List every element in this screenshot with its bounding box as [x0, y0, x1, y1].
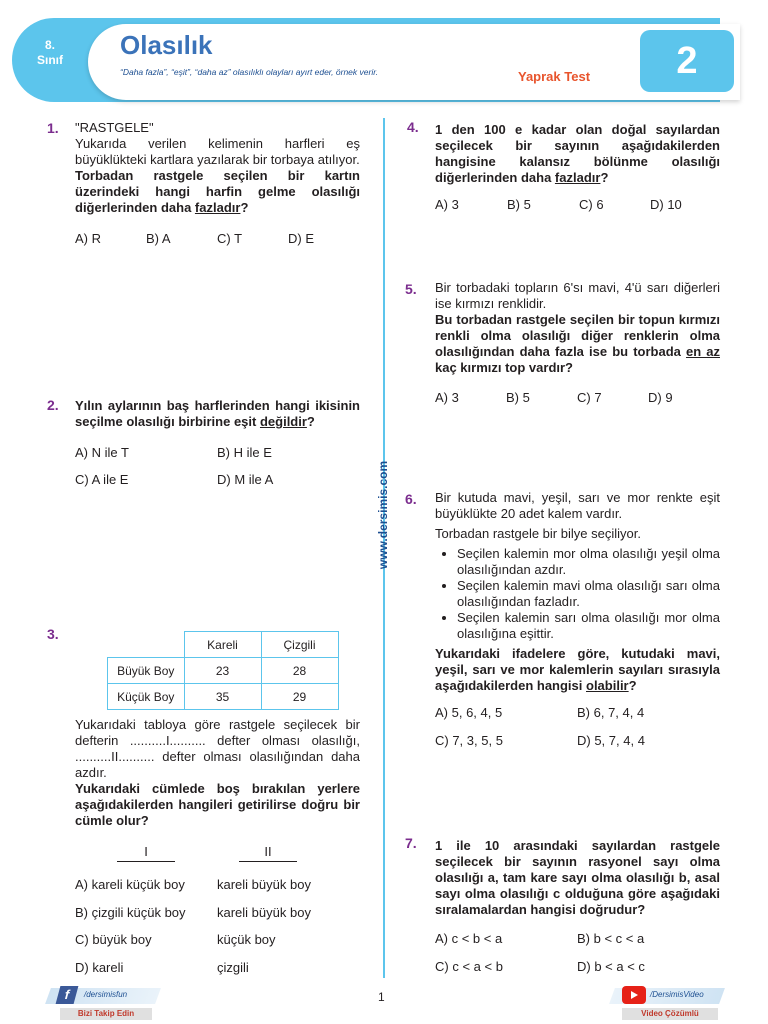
table-header: Kareli: [184, 632, 261, 658]
option-d-second: çizgili: [217, 960, 249, 975]
option-a[interactable]: A) 5, 6, 4, 5: [435, 705, 503, 720]
question-2: Yılın aylarının baş harflerinden hangi ikisinin seçilme olasılığı birbirine eşit değildir?: [75, 398, 360, 429]
page-number: 1: [378, 990, 385, 1004]
option-a[interactable]: A) c < b < a: [435, 931, 503, 946]
option-c[interactable]: C) A ile E: [75, 472, 129, 487]
question-4: 1 den 100 e kadar olan doğal sayılardan seçilecek bir sayının aşağıdakilerden hangisine kalansız bölünme olasılığı diğerlerinden daha fazladır?: [435, 122, 720, 185]
option-b-second: kareli büyük boy: [217, 905, 311, 920]
option-b[interactable]: B) b < c < a: [577, 931, 645, 946]
facebook-handle[interactable]: /dersimisfun: [84, 990, 128, 999]
question-7: 1 ile 10 arasındaki sayılardan rastgele seçilecek bir sayının rasyonel sayı olma olasılığı a, tam kare sayı olma olasılığı b, asal sayı olma olasılığı c olduğuna göre aşağıdaki sıralamalardan hangisi doğrudur?: [435, 838, 720, 917]
table-cell: 28: [261, 658, 338, 684]
question-number: 4.: [407, 119, 419, 135]
option-c[interactable]: C) 6: [579, 197, 604, 212]
question-number: 3.: [47, 626, 59, 642]
page-title: Olasılık: [120, 30, 213, 60]
option-a[interactable]: A) 3: [435, 197, 459, 212]
column-header-i: I: [117, 844, 175, 862]
grade-label: 8. Sınıf: [37, 38, 63, 67]
question-3: Yukarıdaki tabloya göre rastgele seçilecek bir defterin ..........I.......... defter olması olasılığı, ..........II.......... defter olması olasılığından daha azdır. Yukarıdaki cümlede boş bırakılan yerlere aşağıdakilerden hangileri getirilirse doğru bir cümle olur?: [75, 717, 360, 828]
facebook-icon[interactable]: f: [56, 986, 79, 1004]
list-item: • Seçilen kalemin mavi olma olasılığı sarı olma olasılığından fazladır.: [457, 578, 720, 610]
test-label: Yaprak Test: [518, 69, 591, 84]
table-row-label: Büyük Boy: [108, 658, 185, 684]
website-watermark: www.dersimis.com: [376, 460, 390, 570]
option-d[interactable]: D) kareli: [75, 960, 124, 975]
question-number: 5.: [405, 281, 417, 297]
option-c[interactable]: C) büyük boy: [75, 932, 152, 947]
question-number: 6.: [405, 491, 417, 507]
option-d[interactable]: D) E: [288, 231, 314, 246]
option-a[interactable]: A) kareli küçük boy: [75, 877, 185, 892]
option-b[interactable]: B) H ile E: [217, 445, 272, 460]
option-c[interactable]: C) 7: [577, 390, 602, 405]
question-number: 1.: [47, 120, 59, 136]
option-c[interactable]: C) c < a < b: [435, 959, 503, 974]
question-1: "RASTGELE" Yukarıda verilen kelimenin harfleri eş büyüklükteki kartlara yazılarak bir torbaya atılıyor. Torbadan rastgele seçilen bir kartın üzerindeki hangi harfin gelme olasılığı diğerlerinden daha fazladır?: [75, 120, 360, 215]
option-a-second: kareli büyük boy: [217, 877, 311, 892]
option-d[interactable]: D) M ile A: [217, 472, 274, 487]
table-header: Çizgili: [261, 632, 338, 658]
follow-label: Bizi Takip Edin: [60, 1008, 152, 1020]
table-cell: 35: [184, 684, 261, 710]
video-solution-label: Video Çözümlü: [622, 1008, 718, 1020]
option-a[interactable]: A) R: [75, 231, 101, 246]
option-d[interactable]: D) 9: [648, 390, 673, 405]
list-item: • Seçilen kalemin sarı olma olasılığı mor olma olasılığına eşittir.: [457, 610, 720, 642]
question-number: 7.: [405, 835, 417, 851]
option-b[interactable]: B) A: [146, 231, 171, 246]
option-a[interactable]: A) 3: [435, 390, 459, 405]
option-d[interactable]: D) b < a < c: [577, 959, 645, 974]
youtube-handle[interactable]: /DersimisVideo: [650, 990, 704, 999]
option-a[interactable]: A) N ile T: [75, 445, 129, 460]
option-b[interactable]: B) 6, 7, 4, 4: [577, 705, 645, 720]
table-row-label: Küçük Boy: [108, 684, 185, 710]
question-5: Bir torbadaki topların 6'sı mavi, 4'ü sarı diğerleri ise kırmızı renklidir. Bu torbadan rastgele seçilen bir topun kırmızı renkli olma olasılığı diğer renklerin olma olasılığından daha fazla ise bu torbada en az kaç kırmızı top vardır?: [435, 280, 720, 375]
page-subtitle: “Daha fazla”, “eşit”, “daha az” olasılıklı olayları ayırt eder, örnek verir.: [120, 67, 379, 77]
question-6: Bir kutuda mavi, yeşil, sarı ve mor renkte eşit büyüklükte 20 adet kalem vardır. Torbadan rastgele bir bilye seçiliyor. • Seçilen kalemin mor olma olasılığı yeşil olma olasılığından azdır. • Seçilen kalemin mavi olma olasılığı sarı olma olasılığından fazladır. • Seçilen kalemin sarı olma olasılığı mor olma olasılığına eşittir. Yukarıdaki ifadelere göre, kutudaki mavi, yeşil, sarı ve mor kalemlerin sayıları sırasıyla aşağıdakilerden hangisi olabilir?: [435, 490, 720, 694]
question-number: 2.: [47, 397, 59, 413]
youtube-icon[interactable]: [622, 986, 646, 1004]
list-item: • Seçilen kalemin mor olma olasılığı yeşil olma olasılığından azdır.: [457, 546, 720, 578]
notebook-table: [107, 631, 339, 710]
column-header-ii: II: [239, 844, 297, 862]
table-cell: 23: [184, 658, 261, 684]
option-b[interactable]: B) çizgili küçük boy: [75, 905, 186, 920]
option-c[interactable]: C) 7, 3, 5, 5: [435, 733, 503, 748]
option-d[interactable]: D) 10: [650, 197, 682, 212]
option-c-second: küçük boy: [217, 932, 276, 947]
test-number: 2: [640, 30, 734, 92]
table-cell: 29: [261, 684, 338, 710]
option-d[interactable]: D) 5, 7, 4, 4: [577, 733, 645, 748]
option-b[interactable]: B) 5: [507, 197, 531, 212]
statement-list: [435, 546, 720, 642]
option-b[interactable]: B) 5: [506, 390, 530, 405]
option-c[interactable]: C) T: [217, 231, 243, 246]
